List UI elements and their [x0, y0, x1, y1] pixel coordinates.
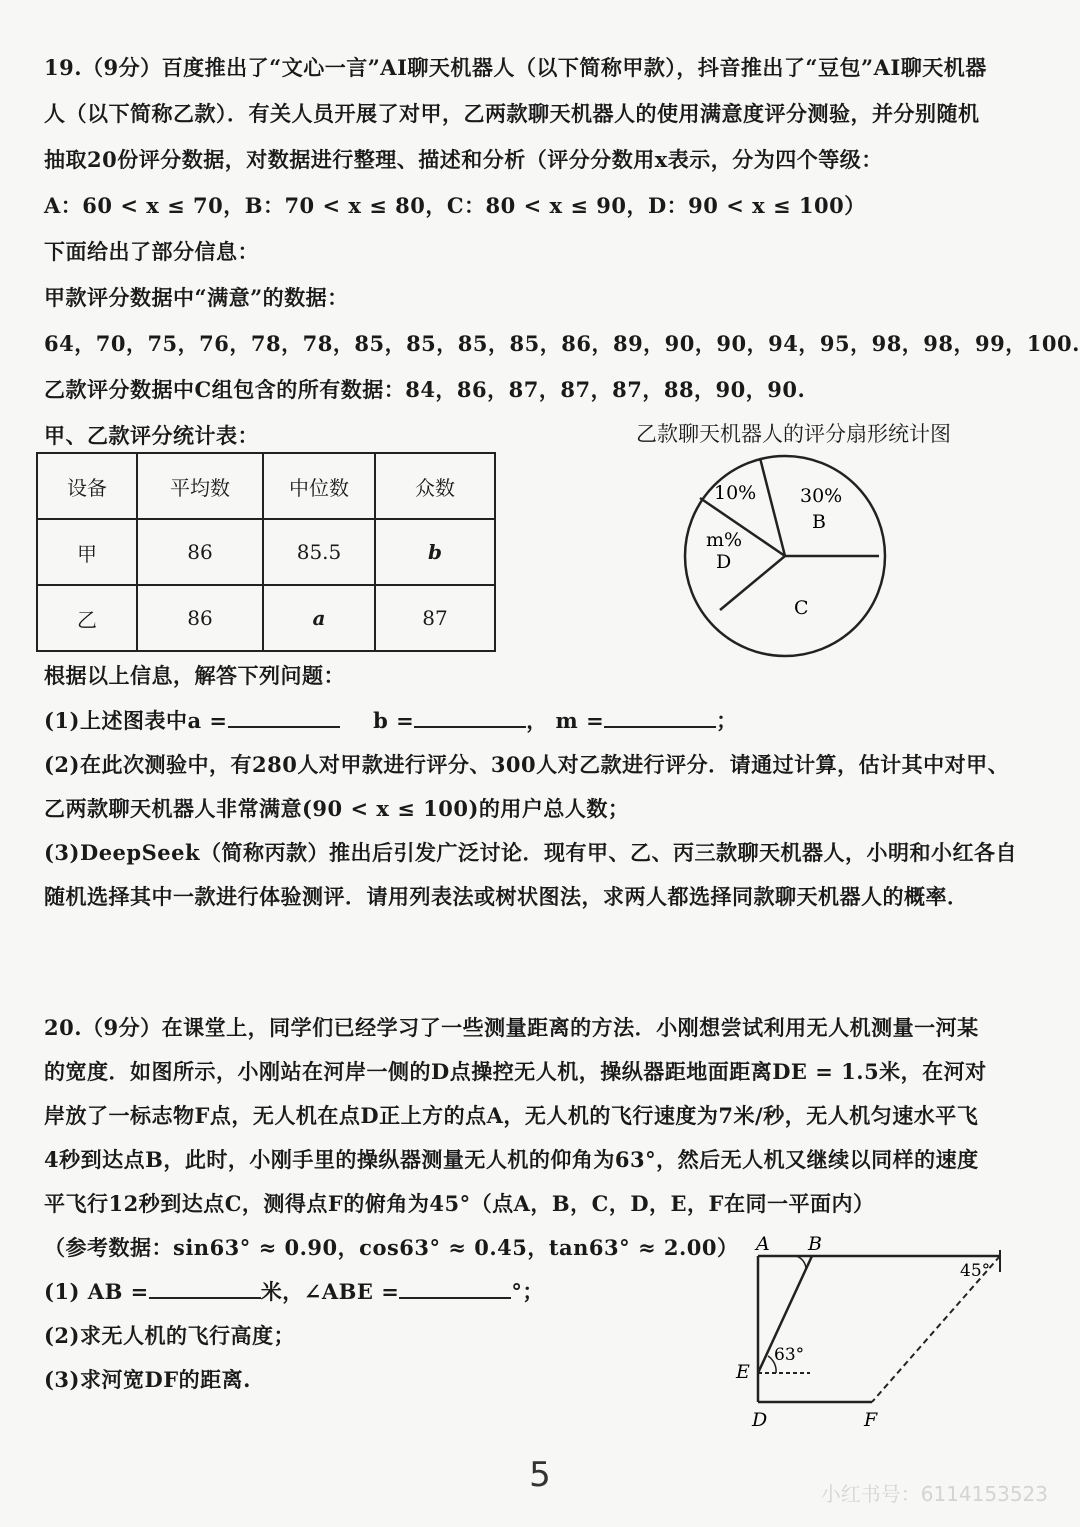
page-number: 5	[529, 1455, 551, 1495]
q19-p1-a-label: (1)上述图表中a =	[44, 708, 228, 733]
table-row	[37, 519, 495, 585]
q20-line-5: 平飞行12秒到达点C，测得点F的俯角为45°（点A，B，C，D，E，F在同一平面内）	[44, 1191, 875, 1216]
table-header-cell: 设备	[37, 453, 137, 519]
table-cell: a	[263, 585, 375, 651]
point-d-label: D	[752, 1409, 768, 1431]
stats-table	[36, 452, 496, 652]
table-header-cell: 众数	[375, 453, 495, 519]
drone-geometry-figure	[730, 1232, 1030, 1432]
pie-label-c: C	[794, 597, 809, 619]
q20-p1-angle-label: 米，∠ABE =	[260, 1279, 400, 1304]
pie-label-d-percent: m%	[706, 529, 743, 551]
q20-reference-data: （参考数据：sin63° ≈ 0.90，cos63° ≈ 0.45，tan63° ≈ 2.00）	[44, 1235, 739, 1260]
q19-part-3-line-2: 随机选择其中一款进行体验测评．请用列表法或树状图法，求两人都选择同款聊天机器人的概率．	[44, 884, 969, 909]
angle-45-label: 45°	[960, 1261, 991, 1281]
q19-jia-label: 甲款评分数据中“满意”的数据：	[44, 285, 349, 310]
pie-label-d: D	[716, 551, 732, 573]
table-cell: 乙	[37, 585, 137, 651]
q20-line-1: 20.（9分）在课堂上，同学们已经学习了一些测量距离的方法．小刚想尝试利用无人机测量一河某	[44, 1015, 979, 1040]
pie-chart	[672, 446, 932, 676]
q19-part-2-line-2: 乙两款聊天机器人非常满意(90 < x ≤ 100)的用户总人数；	[44, 796, 630, 821]
table-cell: 86	[137, 585, 263, 651]
q19-grade-ranges: A：60 < x ≤ 70，B：70 < x ≤ 80，C：80 < x ≤ 90，D：90 < x ≤ 100）	[44, 193, 866, 218]
point-b-label: B	[808, 1233, 822, 1255]
q19-line-1: 19.（9分）百度推出了“文心一言”AI聊天机器人（以下简称甲款），抖音推出了“豆包”AI聊天机器	[44, 55, 987, 80]
q19-part-1: (1)上述图表中a = b = ， m = ；	[44, 708, 738, 733]
angle-abe-arc	[796, 1256, 806, 1269]
answer-blank-angle[interactable]	[399, 1279, 511, 1299]
point-a-label: A	[756, 1233, 770, 1255]
pie-label-a-percent: 10%	[714, 482, 757, 504]
table-cell: 86	[137, 519, 263, 585]
table-header-row	[37, 453, 495, 519]
q19-info-intro: 下面给出了部分信息：	[44, 239, 259, 264]
table-header-cell: 中位数	[263, 453, 375, 519]
q19-jia-data: 64，70，75，76，78，78，85，85，85，85，86，89，90，90，94，95，98，98，99，100.	[44, 331, 1080, 356]
table-cell: b	[375, 519, 495, 585]
table-header-cell: 平均数	[137, 453, 263, 519]
q20-part-1	[44, 1276, 544, 1306]
table-cell: 甲	[37, 519, 137, 585]
q20-line-4: 4秒到达点B，此时，小刚手里的操纵器测量无人机的仰角为63°，然后无人机又继续以同样的速度	[44, 1147, 979, 1172]
table-row	[37, 585, 495, 651]
answer-blank-m[interactable]	[604, 708, 716, 728]
q19-questions-intro: 根据以上信息，解答下列问题：	[44, 663, 345, 688]
pie-label-b: B	[812, 511, 826, 533]
pie-chart-title: 乙款聊天机器人的评分扇形统计图	[636, 422, 951, 446]
q20-part-3: (3)求河宽DF的距离.	[44, 1367, 251, 1392]
q19-table-title: 甲、乙款评分统计表：	[44, 423, 259, 448]
q19-line-3: 抽取20份评分数据，对数据进行整理、描述和分析（评分分数用x表示，分为四个等级：	[44, 147, 883, 172]
q19-yi-c-data: 乙款评分数据中C组包含的所有数据：84，86，87，87，87，88，90，90.	[44, 377, 806, 402]
q20-p1-ab-label: (1) AB =	[44, 1279, 149, 1304]
watermark: 小红书号：6114153523	[820, 1482, 1048, 1506]
pie-label-b-percent: 30%	[800, 485, 843, 507]
q20-line-2: 的宽度．如图所示，小刚站在河岸一侧的D点操控无人机，操纵器距地面距离DE = 1.5米，在河对	[44, 1059, 987, 1084]
answer-blank-ab[interactable]	[149, 1279, 261, 1299]
table-cell: 87	[375, 585, 495, 651]
table-cell: 85.5	[263, 519, 375, 585]
answer-blank-a[interactable]	[228, 708, 340, 728]
q19-part-3-line-1: (3)DeepSeek（简称丙款）推出后引发广泛讨论．现有甲、乙、丙三款聊天机器人，小明和小红各自	[44, 840, 1018, 865]
point-f-label: F	[864, 1409, 878, 1431]
q19-line-2: 人（以下简称乙款）．有关人员开展了对甲，乙两款聊天机器人的使用满意度评分测验，并分别随机	[44, 101, 980, 126]
q19-p1-b-label: b =	[373, 708, 415, 733]
point-e-label: E	[736, 1361, 750, 1383]
q20-part-2: (2)求无人机的飞行高度；	[44, 1323, 295, 1348]
answer-blank-b[interactable]	[414, 708, 526, 728]
angle-63-label: 63°	[774, 1345, 805, 1365]
q20-p1-degree-suffix: °；	[511, 1279, 544, 1304]
q20-line-3: 岸放了一标志物F点，无人机在点D正上方的点A，无人机的飞行速度为7米/秒，无人机匀速水平飞	[44, 1103, 979, 1128]
q19-p1-m-label: m =	[555, 708, 605, 733]
q19-part-2-line-1: (2)在此次测验中，有280人对甲款进行评分、300人对乙款进行评分．请通过计算，估计其中对甲、	[44, 752, 1010, 777]
